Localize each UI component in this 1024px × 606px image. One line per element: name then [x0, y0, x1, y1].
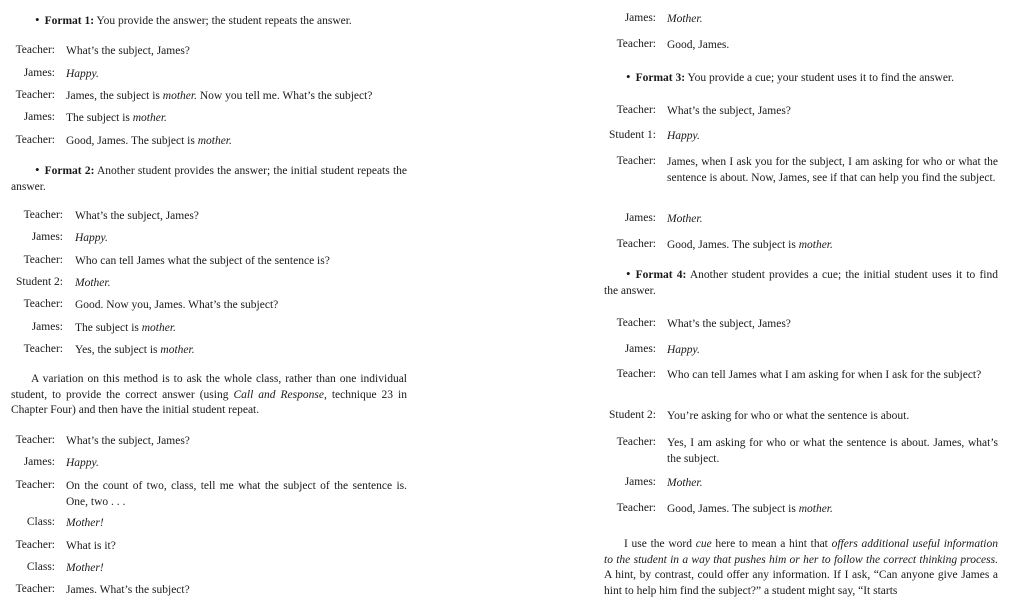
speaker-label: Teacher:	[15, 134, 55, 146]
text-run: I use the word	[624, 538, 696, 550]
format-label: Format 4:	[635, 269, 687, 281]
speaker-label: Teacher:	[616, 104, 656, 116]
italic-text: cue	[695, 538, 712, 550]
italic-text: mother.	[197, 135, 232, 147]
utterance	[667, 38, 998, 54]
speaker-label: Teacher:	[616, 155, 656, 167]
text-run: Who can tell James what the subject of the sentence is?	[75, 255, 330, 267]
format-3-heading	[604, 69, 998, 87]
speaker-label: James:	[23, 456, 55, 468]
text-run: A hint, by contrast, could offer any information. If I ask, “Can anyone give James a hint to help him find the subject?” a student might say, “It starts	[604, 569, 998, 597]
utterance	[667, 343, 998, 359]
italic-text: offers additional useful information to the student in a way that pushes him or her to follow the correct thinking process.	[604, 538, 998, 566]
text-run: here to mean a hint that	[711, 538, 832, 550]
speaker-label: Teacher:	[15, 539, 55, 551]
text-run: technique 23 in Chapter Four) and then have the initial student repeat.	[11, 388, 407, 416]
utterance	[66, 516, 407, 532]
text-run: Good, James. The subject is	[66, 135, 198, 147]
italic-text: Mother.	[667, 477, 703, 489]
text-run: James, the subject is	[66, 90, 163, 102]
speaker-label: James:	[23, 67, 55, 79]
utterance	[66, 539, 407, 555]
utterance	[66, 456, 407, 472]
utterance	[66, 89, 407, 105]
utterance	[75, 321, 407, 337]
utterance	[667, 12, 998, 28]
speaker-label: James:	[31, 231, 63, 243]
speaker-label: Student 2:	[16, 276, 63, 288]
speaker-label: Student 1:	[609, 129, 656, 141]
utterance	[667, 129, 998, 145]
text-run: The subject is	[75, 322, 142, 334]
text-run: The subject is	[66, 112, 133, 124]
speaker-label: Teacher:	[15, 44, 55, 56]
italic-text: Happy.	[75, 232, 108, 244]
variation-paragraph	[11, 372, 407, 419]
format-description: Another student provides the answer; the initial student repeats the answer.	[11, 165, 407, 193]
italic-text: mother.	[798, 503, 833, 515]
utterance	[66, 134, 407, 150]
format-description: Another student provides a cue; the initial student uses it to find the answer.	[604, 269, 998, 297]
speaker-label: Teacher:	[616, 502, 656, 514]
utterance	[667, 155, 998, 186]
italic-text: mother.	[141, 322, 176, 334]
utterance	[75, 343, 407, 359]
bullet-icon: •	[35, 162, 40, 177]
speaker-label: James:	[31, 321, 63, 333]
utterance	[66, 561, 407, 577]
text-run: A variation on this method is to ask the whole class, rather than one individual student, to provide the correct answer (using	[11, 373, 407, 401]
utterance	[667, 368, 998, 384]
italic-text: Mother!	[66, 562, 104, 574]
text-run: James, when I ask you for the subject, I am asking for who or what the sentence is about. Now, James, see if that can help you find the subject.	[667, 156, 998, 184]
text-run: On the count of two, class, tell me what the subject of the sentence is. One, two . . .	[66, 480, 407, 508]
bullet-icon: •	[626, 266, 631, 281]
speaker-label: Teacher:	[616, 38, 656, 50]
utterance	[66, 479, 407, 510]
text-run: Yes, I am asking for who or what the sentence is about. James, what’s the subject.	[667, 437, 998, 465]
utterance	[66, 434, 407, 450]
speaker-label: Teacher:	[15, 479, 55, 491]
text-run: What’s the subject, James?	[75, 210, 199, 222]
utterance	[66, 583, 407, 599]
speaker-label: James:	[624, 12, 656, 24]
speaker-label: James:	[624, 343, 656, 355]
utterance	[75, 254, 407, 270]
utterance	[75, 231, 407, 247]
speaker-label: Teacher:	[15, 434, 55, 446]
italic-text: mother.	[162, 90, 197, 102]
speaker-label: Teacher:	[23, 209, 63, 221]
speaker-label: Teacher:	[616, 436, 656, 448]
text-run: What’s the subject, James?	[667, 105, 791, 117]
italic-text: mother.	[132, 112, 167, 124]
speaker-label: James:	[23, 111, 55, 123]
speaker-label: Student 2:	[609, 409, 656, 421]
italic-text: Happy.	[667, 344, 700, 356]
utterance	[667, 502, 998, 518]
text-run: Who can tell James what I am asking for when I ask for the subject?	[667, 369, 982, 381]
speaker-label: Teacher:	[23, 298, 63, 310]
format-label: Format 2:	[44, 165, 95, 177]
text-run: What’s the subject, James?	[66, 45, 190, 57]
utterance	[667, 104, 998, 120]
format-4-heading	[604, 266, 998, 299]
text-run: Now you tell me. What’s the subject?	[196, 90, 373, 102]
format-description: You provide a cue; your student uses it to find the answer.	[685, 72, 954, 84]
speaker-label: Class:	[26, 561, 55, 573]
text-run: What is it?	[66, 540, 116, 552]
utterance	[75, 209, 407, 225]
speaker-label: Teacher:	[15, 583, 55, 595]
utterance	[667, 436, 998, 467]
italic-text: mother.	[160, 344, 195, 356]
utterance	[66, 67, 407, 83]
utterance	[667, 212, 998, 228]
format-1-heading	[11, 12, 407, 30]
utterance	[667, 317, 998, 333]
format-label: Format 3:	[635, 72, 686, 84]
italic-text: Happy.	[667, 130, 700, 142]
text-run: Yes, the subject is	[75, 344, 161, 356]
text-run: What’s the subject, James?	[667, 318, 791, 330]
text-run: Good, James. The subject is	[667, 503, 799, 515]
utterance	[66, 111, 407, 127]
italic-text: Happy.	[66, 457, 99, 469]
cue-paragraph	[604, 537, 998, 599]
text-run: James. What’s the subject?	[66, 584, 190, 596]
text-run: What’s the subject, James?	[66, 435, 190, 447]
bullet-icon: •	[35, 12, 40, 27]
format-label: Format 1:	[44, 15, 95, 27]
text-run: Good, James. The subject is	[667, 239, 799, 251]
utterance	[667, 476, 998, 492]
utterance	[667, 409, 998, 425]
speaker-label: Teacher:	[23, 343, 63, 355]
text-run: Good, James.	[667, 39, 730, 51]
utterance	[75, 298, 407, 314]
utterance	[667, 238, 998, 254]
utterance	[75, 276, 407, 292]
italic-text: mother.	[798, 239, 833, 251]
speaker-label: James:	[624, 476, 656, 488]
utterance	[66, 44, 407, 60]
italic-text: Mother!	[66, 517, 104, 529]
italic-text: Happy.	[66, 68, 99, 80]
speaker-label: Teacher:	[616, 317, 656, 329]
format-2-heading	[11, 162, 407, 195]
bullet-icon: •	[626, 69, 631, 84]
text-run: Good. Now you, James. What’s the subject?	[75, 299, 279, 311]
italic-text: Mother.	[75, 277, 111, 289]
speaker-label: Teacher:	[23, 254, 63, 266]
speaker-label: Class:	[26, 516, 55, 528]
text-run: You’re asking for who or what the sentence is about.	[667, 410, 910, 422]
speaker-label: Teacher:	[15, 89, 55, 101]
speaker-label: James:	[624, 212, 656, 224]
italic-text: Mother.	[667, 13, 703, 25]
italic-text: Mother.	[667, 213, 703, 225]
format-description: You provide the answer; the student repeats the answer.	[94, 15, 352, 27]
speaker-label: Teacher:	[616, 238, 656, 250]
speaker-label: Teacher:	[616, 368, 656, 380]
italic-text: Call and Response,	[233, 388, 327, 401]
